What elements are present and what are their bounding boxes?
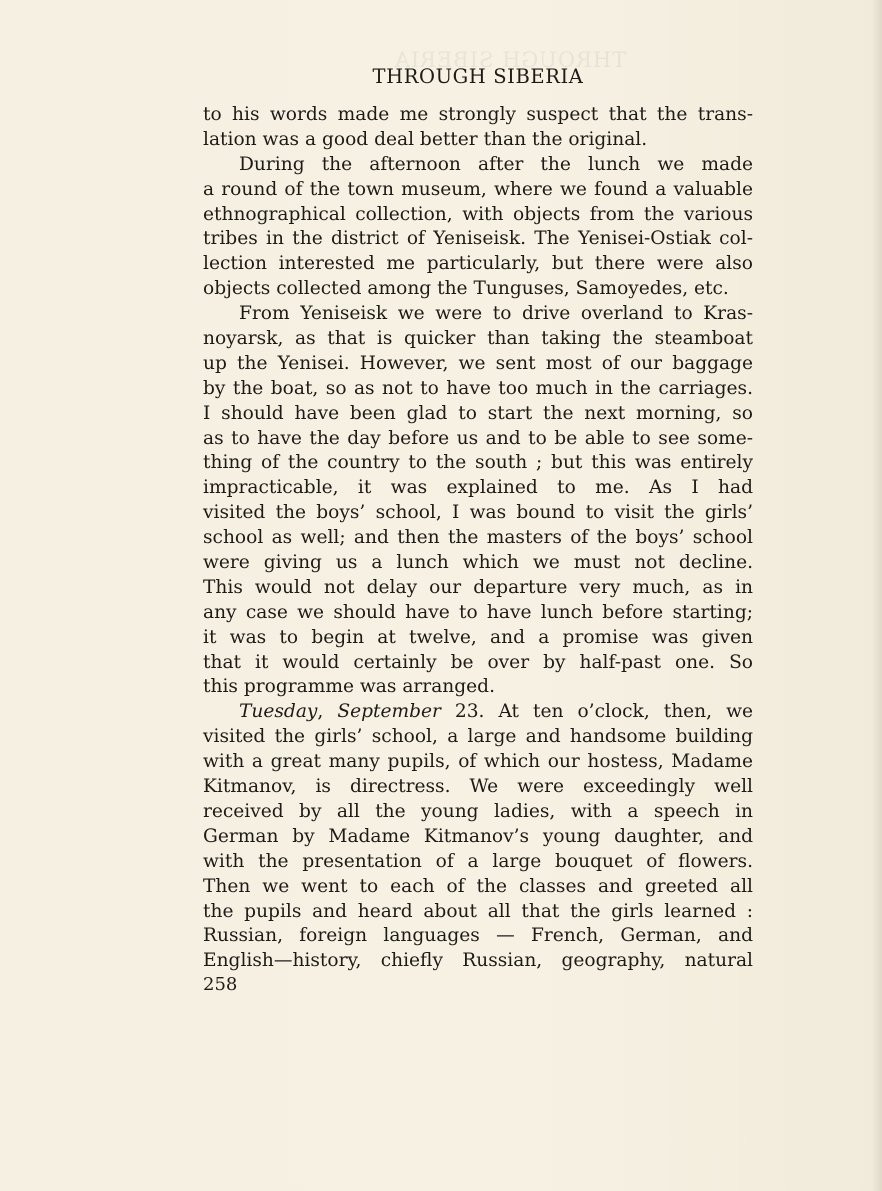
text-line bbox=[203, 203, 753, 228]
text-line bbox=[203, 501, 753, 526]
text-run: ethnographical collection, with objects from the various bbox=[203, 203, 753, 225]
text-run: lection interested me particularly, but there were also bbox=[203, 253, 753, 275]
text-line bbox=[203, 402, 753, 427]
text-line bbox=[203, 526, 753, 551]
text-line bbox=[203, 103, 753, 128]
text-line bbox=[203, 675, 753, 700]
page-edge-shadow bbox=[872, 0, 882, 1191]
text-line bbox=[203, 924, 753, 949]
text-run: with a great many pupils, of which our hostess, Madame bbox=[203, 751, 753, 773]
text-line bbox=[203, 153, 753, 178]
text-line bbox=[203, 427, 753, 452]
text-run: received by all the young ladies, with a speech in bbox=[203, 800, 753, 822]
text-run: impracticable, it was explained to me. As I had bbox=[203, 477, 753, 499]
text-run: thing of the country to the south ; but this was entirely bbox=[203, 452, 753, 474]
text-line bbox=[203, 850, 753, 875]
text-line bbox=[203, 128, 753, 153]
text-run: to his words made me strongly suspect that the trans- bbox=[203, 104, 753, 125]
text-line bbox=[203, 576, 753, 601]
text-line bbox=[203, 949, 753, 974]
italic-text: Tuesday bbox=[239, 701, 318, 723]
text-line bbox=[203, 800, 753, 825]
text-run: were giving us a lunch which we must not decline. bbox=[203, 552, 753, 574]
text-line bbox=[203, 900, 753, 925]
text-line bbox=[203, 700, 753, 725]
text-line bbox=[203, 601, 753, 626]
text-line bbox=[203, 227, 753, 252]
body-text bbox=[203, 103, 753, 974]
text-run: as to have the day before us and to be able to see some- bbox=[203, 427, 753, 449]
text-run: Russian, foreign languages — French, German, and bbox=[203, 925, 753, 947]
text-line bbox=[203, 725, 753, 750]
text-line bbox=[203, 551, 753, 576]
text-run: up the Yenisei. However, we sent most of our baggage bbox=[203, 352, 753, 374]
text-line bbox=[203, 750, 753, 775]
text-run: German by Madame Kitmanov’s young daughter, and bbox=[203, 825, 753, 847]
text-run: This would not delay our departure very much, as in bbox=[203, 576, 753, 598]
text-line bbox=[203, 775, 753, 800]
text-line bbox=[203, 476, 753, 501]
text-run: From Yeniseisk we were to drive overland to Kras- bbox=[239, 303, 753, 325]
text-line bbox=[203, 352, 753, 377]
text-run: it was to begin at twelve, and a promise was given bbox=[203, 626, 753, 648]
text-line bbox=[203, 277, 753, 302]
text-line bbox=[203, 875, 753, 900]
text-line bbox=[203, 302, 753, 327]
text-line bbox=[203, 252, 753, 277]
text-run: , bbox=[317, 701, 338, 723]
running-head: THROUGH SIBERIA bbox=[372, 65, 584, 88]
show-through-running-head: THROUGH SIBERIA bbox=[393, 48, 627, 72]
text-run: tribes in the district of Yeniseisk. The Yenisei-Ostiak col- bbox=[203, 228, 753, 250]
page-number: 258 bbox=[203, 974, 238, 995]
text-run: lation was a good deal better than the original. bbox=[203, 128, 648, 150]
text-run: the pupils and heard about all that the girls learned : bbox=[203, 900, 753, 922]
text-run: Kitmanov, is directress. We were exceedingly well bbox=[203, 776, 753, 798]
text-line bbox=[203, 178, 753, 203]
text-run: visited the girls’ school, a large and handsome building bbox=[203, 726, 753, 748]
text-run: noyarsk, as that is quicker than taking the steamboat bbox=[203, 328, 753, 350]
text-run: Then we went to each of the classes and greeted all bbox=[203, 875, 753, 897]
text-line bbox=[203, 825, 753, 850]
text-run: by the boat, so as not to have too much in the carriages. bbox=[203, 377, 753, 399]
text-line bbox=[203, 327, 753, 352]
text-run: During the afternoon after the lunch we made bbox=[239, 153, 753, 175]
text-run: with the presentation of a large bouquet of flowers. bbox=[203, 850, 753, 872]
italic-text: September bbox=[337, 701, 441, 723]
text-run: 23. At ten o’clock, then, we bbox=[440, 701, 753, 723]
text-run: that it would certainly be over by half-past one. So bbox=[203, 651, 753, 673]
text-run: school as well; and then the masters of the boys’ school bbox=[203, 527, 753, 549]
text-run: I should have been glad to start the next morning, so bbox=[203, 402, 753, 424]
text-run: this programme was arranged. bbox=[203, 676, 495, 698]
text-line bbox=[203, 451, 753, 476]
text-run: a round of the town museum, where we found a valuable bbox=[203, 178, 753, 200]
text-line bbox=[203, 377, 753, 402]
text-line bbox=[203, 651, 753, 676]
text-line bbox=[203, 626, 753, 651]
text-run: English—history, chiefly Russian, geography, natural bbox=[203, 950, 753, 972]
text-run: objects collected among the Tunguses, Samoyedes, etc. bbox=[203, 278, 729, 300]
text-run: visited the boys’ school, I was bound to visit the girls’ bbox=[203, 502, 753, 524]
text-run: any case we should have to have lunch before starting; bbox=[203, 601, 753, 623]
